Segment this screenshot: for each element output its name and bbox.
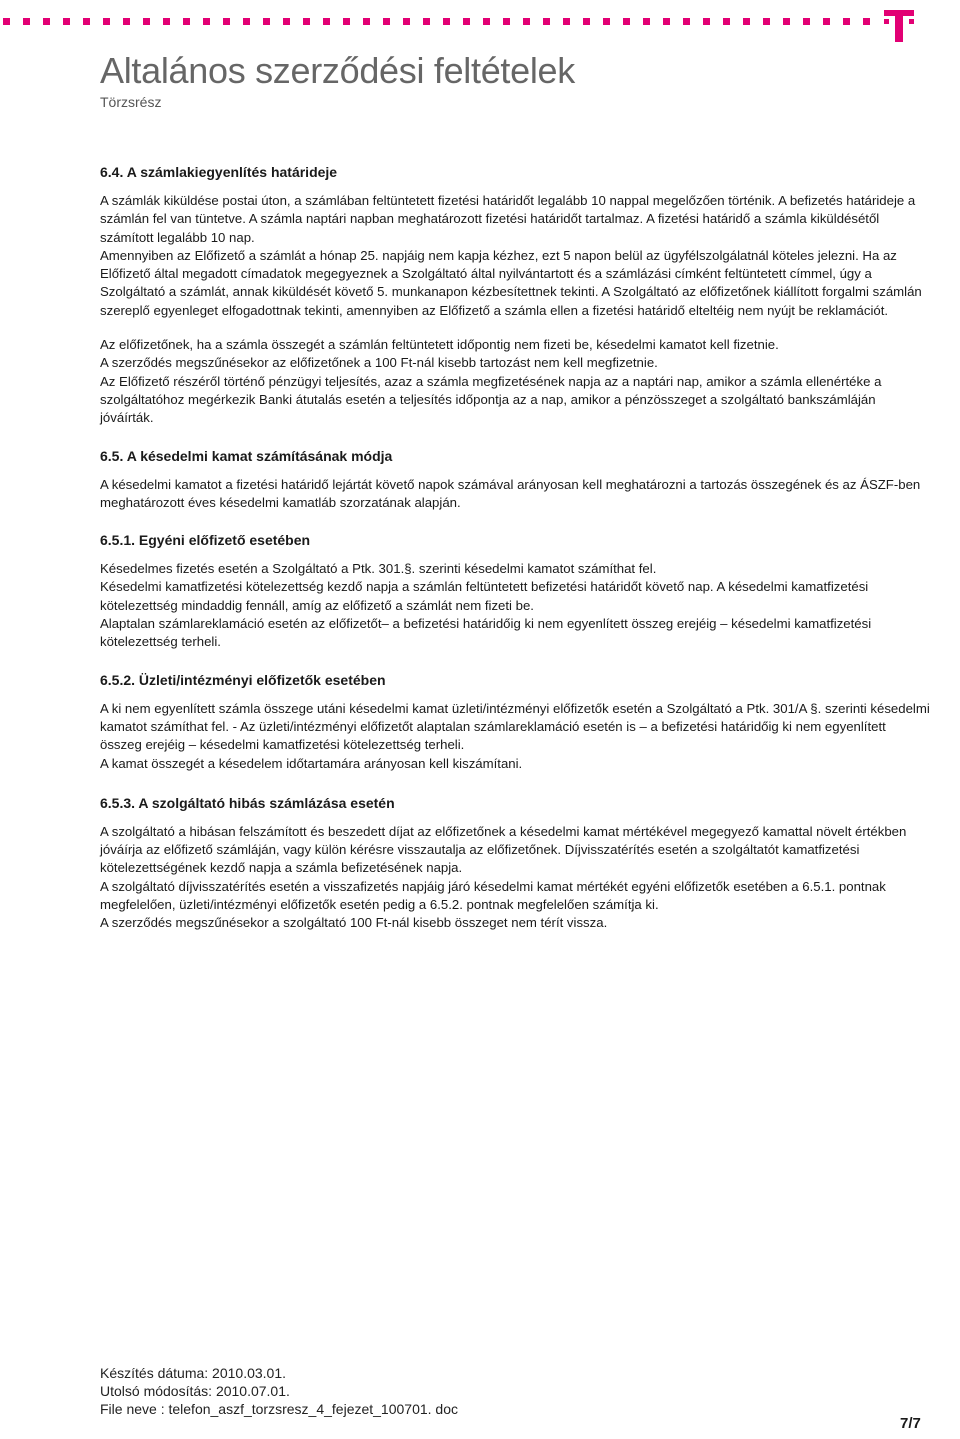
decorative-dot <box>563 18 570 25</box>
paragraph: Késedelmes fizetés esetén a Szolgáltató a Ptk. 301.§. szerinti késedelmi kamatot számíthat fel. <box>100 561 657 577</box>
decorative-dot <box>663 18 670 25</box>
paragraph: Késedelmi kamatfizetési kötelezettség kezdő napja a számlán feltüntetett befizetési határidőt követő nap. A késedelmi kamatfizetési kötelezettség mindaddig fennáll, amíg az előfizető a számlát nem fizeti be. <box>100 579 869 613</box>
paragraph: A kamat összegét a késedelem időtartamára arányosan kell kiszámítani. <box>100 755 523 771</box>
decorative-dot <box>803 18 810 25</box>
decorative-dot <box>763 18 770 25</box>
decorative-dot <box>483 18 490 25</box>
decorative-dot <box>823 18 830 25</box>
page-title: Altalános szerződési feltételek <box>100 50 575 91</box>
decorative-dot <box>343 18 350 25</box>
decorative-dot <box>523 18 530 25</box>
paragraph: A szolgáltató a hibásan felszámított és beszedett díjat az előfizetőnek a késedelmi kamat mértékével megegyező kamattal növelt értékben jóváírja az előfizető számláján, vagy külön kérésre visszautalja az előfizetőnek. Díjvisszatérítés esetén a szolgáltatót kamatfizetési kötelezettségének kezdő napja a számla befizetésének napja. <box>100 823 907 876</box>
decorative-dot <box>603 18 610 25</box>
paragraph: Amennyiben az Előfizető a számlát a hónap 25. napjáig nem kapja kézhez, ezt 5 napon belül az ügyfélszolgálatnál köteles jelezni. Ha az Előfizető által megadott címadatok megegyeznek a Szolgáltató által nyilvántartott és a számlázási címként feltüntetett címmel, úgy a Szolgáltató a számlát, annak kiküldését követő 5. munkanapon kézbesítettnek tekinti. A Szolgáltató az előfizetőnek kiállított forgalmi számlán szereplő egyenleget elfogadottnak tekinti, amennyiben az Előfizető a számla ellen a fizetési határidő elteltéig nem nyújt be reklamációt. <box>100 247 922 318</box>
decorative-dot <box>703 18 710 25</box>
decorative-dot <box>463 18 470 25</box>
decorative-dot <box>643 18 650 25</box>
decorative-dot <box>423 18 430 25</box>
document-footer <box>100 1364 458 1418</box>
document-body <box>100 163 930 933</box>
decorative-dot <box>83 18 90 25</box>
decorative-dot <box>683 18 690 25</box>
paragraph: A késedelmi kamatot a fizetési határidő lejártát követő napok számával arányosan kell meghatározni a tartozás összegének és az ÁSZF-ben meghatározott éves késedelmi kamatláb szorzatának alapján. <box>100 476 921 510</box>
decorative-dot <box>843 18 850 25</box>
decorative-dot <box>163 18 170 25</box>
page-subtitle: Törzsrész <box>100 94 162 110</box>
decorative-dot <box>303 18 310 25</box>
decorative-dot <box>223 18 230 25</box>
decorative-dot <box>743 18 750 25</box>
creation-date: Készítés dátuma: 2010.03.01. <box>100 1365 287 1381</box>
decorative-dot <box>23 18 30 25</box>
decorative-dot <box>723 18 730 25</box>
telekom-t-logo <box>884 6 914 42</box>
decorative-dot <box>583 18 590 25</box>
decorative-dot <box>243 18 250 25</box>
paragraph: A számlák kiküldése postai úton, a számlában feltüntetett fizetési határidőt legalább 10 nappal megelőzően történik. A befizetés határideje a számlán fel van tüntetve. A számla naptári napban meghatározott fizetési határidőt tartalmaz. A fizetési határidő a számla kiküldésétől számított legalább 10 nap. <box>100 193 916 245</box>
decorative-dot <box>263 18 270 25</box>
paragraph: Alaptalan számlareklamáció esetén az előfizetőt– a befizetési határidőig ki nem egyenlített összeg erejéig – késedelmi kamatfizetési kötelezettség terheli. <box>100 616 872 650</box>
decorative-dot <box>43 18 50 25</box>
decorative-dot <box>623 18 630 25</box>
magenta-dot-row <box>3 18 883 26</box>
decorative-dot <box>503 18 510 25</box>
decorative-dot <box>103 18 110 25</box>
section-heading: 6.5.3. A szolgáltató hibás számlázása esetén <box>100 794 395 811</box>
section-heading: 6.4. A számlakiegyenlítés határideje <box>100 164 338 180</box>
decorative-dot <box>123 18 130 25</box>
page-number: 7/7 <box>900 1415 921 1432</box>
section-6-5-2 <box>100 671 930 773</box>
section-6-5-3 <box>100 794 930 933</box>
file-name: File neve : telefon_aszf_torzsresz_4_fejezet_100701. doc <box>100 1401 459 1417</box>
decorative-dot <box>183 18 190 25</box>
decorative-dot <box>63 18 70 25</box>
section-6-4 <box>100 163 930 428</box>
section-heading: 6.5.1. Egyéni előfizető esetében <box>100 532 311 549</box>
decorative-dot <box>283 18 290 25</box>
paragraph: A szerződés megszűnésekor a szolgáltató 100 Ft-nál kisebb összeget nem térít vissza. <box>100 915 608 931</box>
paragraph: Az Előfizető részéről történő pénzügyi teljesítés, azaz a számla megfizetésének napja az a naptári nap, amikor a számla ellenértéke a szolgáltatóhoz megérkezik Banki átutalás esetén a teljesítés időpontja az a nap, amikor a pénzösszeget a szolgáltató bankszámláján jóváírták. <box>100 373 882 426</box>
section-heading: 6.5.2. Üzleti/intézményi előfizetők esetében <box>100 671 386 688</box>
decorative-dot <box>3 18 10 25</box>
section-6-5 <box>100 447 930 513</box>
decorative-dot <box>403 18 410 25</box>
decorative-dot <box>323 18 330 25</box>
decorative-dot <box>543 18 550 25</box>
decorative-dot <box>143 18 150 25</box>
decorative-dot <box>383 18 390 25</box>
paragraph: Az előfizetőnek, ha a számla összegét a számlán feltüntetett időpontig nem fizeti be, késedelmi kamatot kell fizetnie. <box>100 337 779 353</box>
modification-date: Utolsó módosítás: 2010.07.01. <box>100 1383 290 1399</box>
decorative-dot <box>203 18 210 25</box>
decorative-dot <box>863 18 870 25</box>
section-heading: 6.5. A késedelmi kamat számításának módja <box>100 447 393 464</box>
paragraph: A ki nem egyenlített számla összege utáni késedelmi kamat üzleti/intézményi előfizetők esetén a Szolgáltató a Ptk. 301/A §. szerinti késedelmi kamatot számíthat fel. - Az üzleti/intézményi előfizetőt alaptalan számlareklamáció esetén is – a befizetési határidőig ki nem egyenlített összeg erejéig – késedelmi kamatfizetési kötelezettség terheli. <box>100 700 930 753</box>
decorative-dot <box>783 18 790 25</box>
paragraph: A szerződés megszűnésekor az előfizetőnek a 100 Ft-nál kisebb tartozást nem kell megfizetnie. <box>100 355 658 371</box>
section-6-5-1 <box>100 531 930 651</box>
decorative-dot <box>443 18 450 25</box>
paragraph: A szolgáltató díjvisszatérítés esetén a visszafizetés napjáig járó késedelmi kamat mértékét egyéni előfizetők esetében a 6.5.1. pontnak megfelelően, üzleti/intézményi előfizetők esetén pedig a 6.5.2. pontnak megfelelően számítja ki. <box>100 878 886 913</box>
decorative-dot <box>363 18 370 25</box>
